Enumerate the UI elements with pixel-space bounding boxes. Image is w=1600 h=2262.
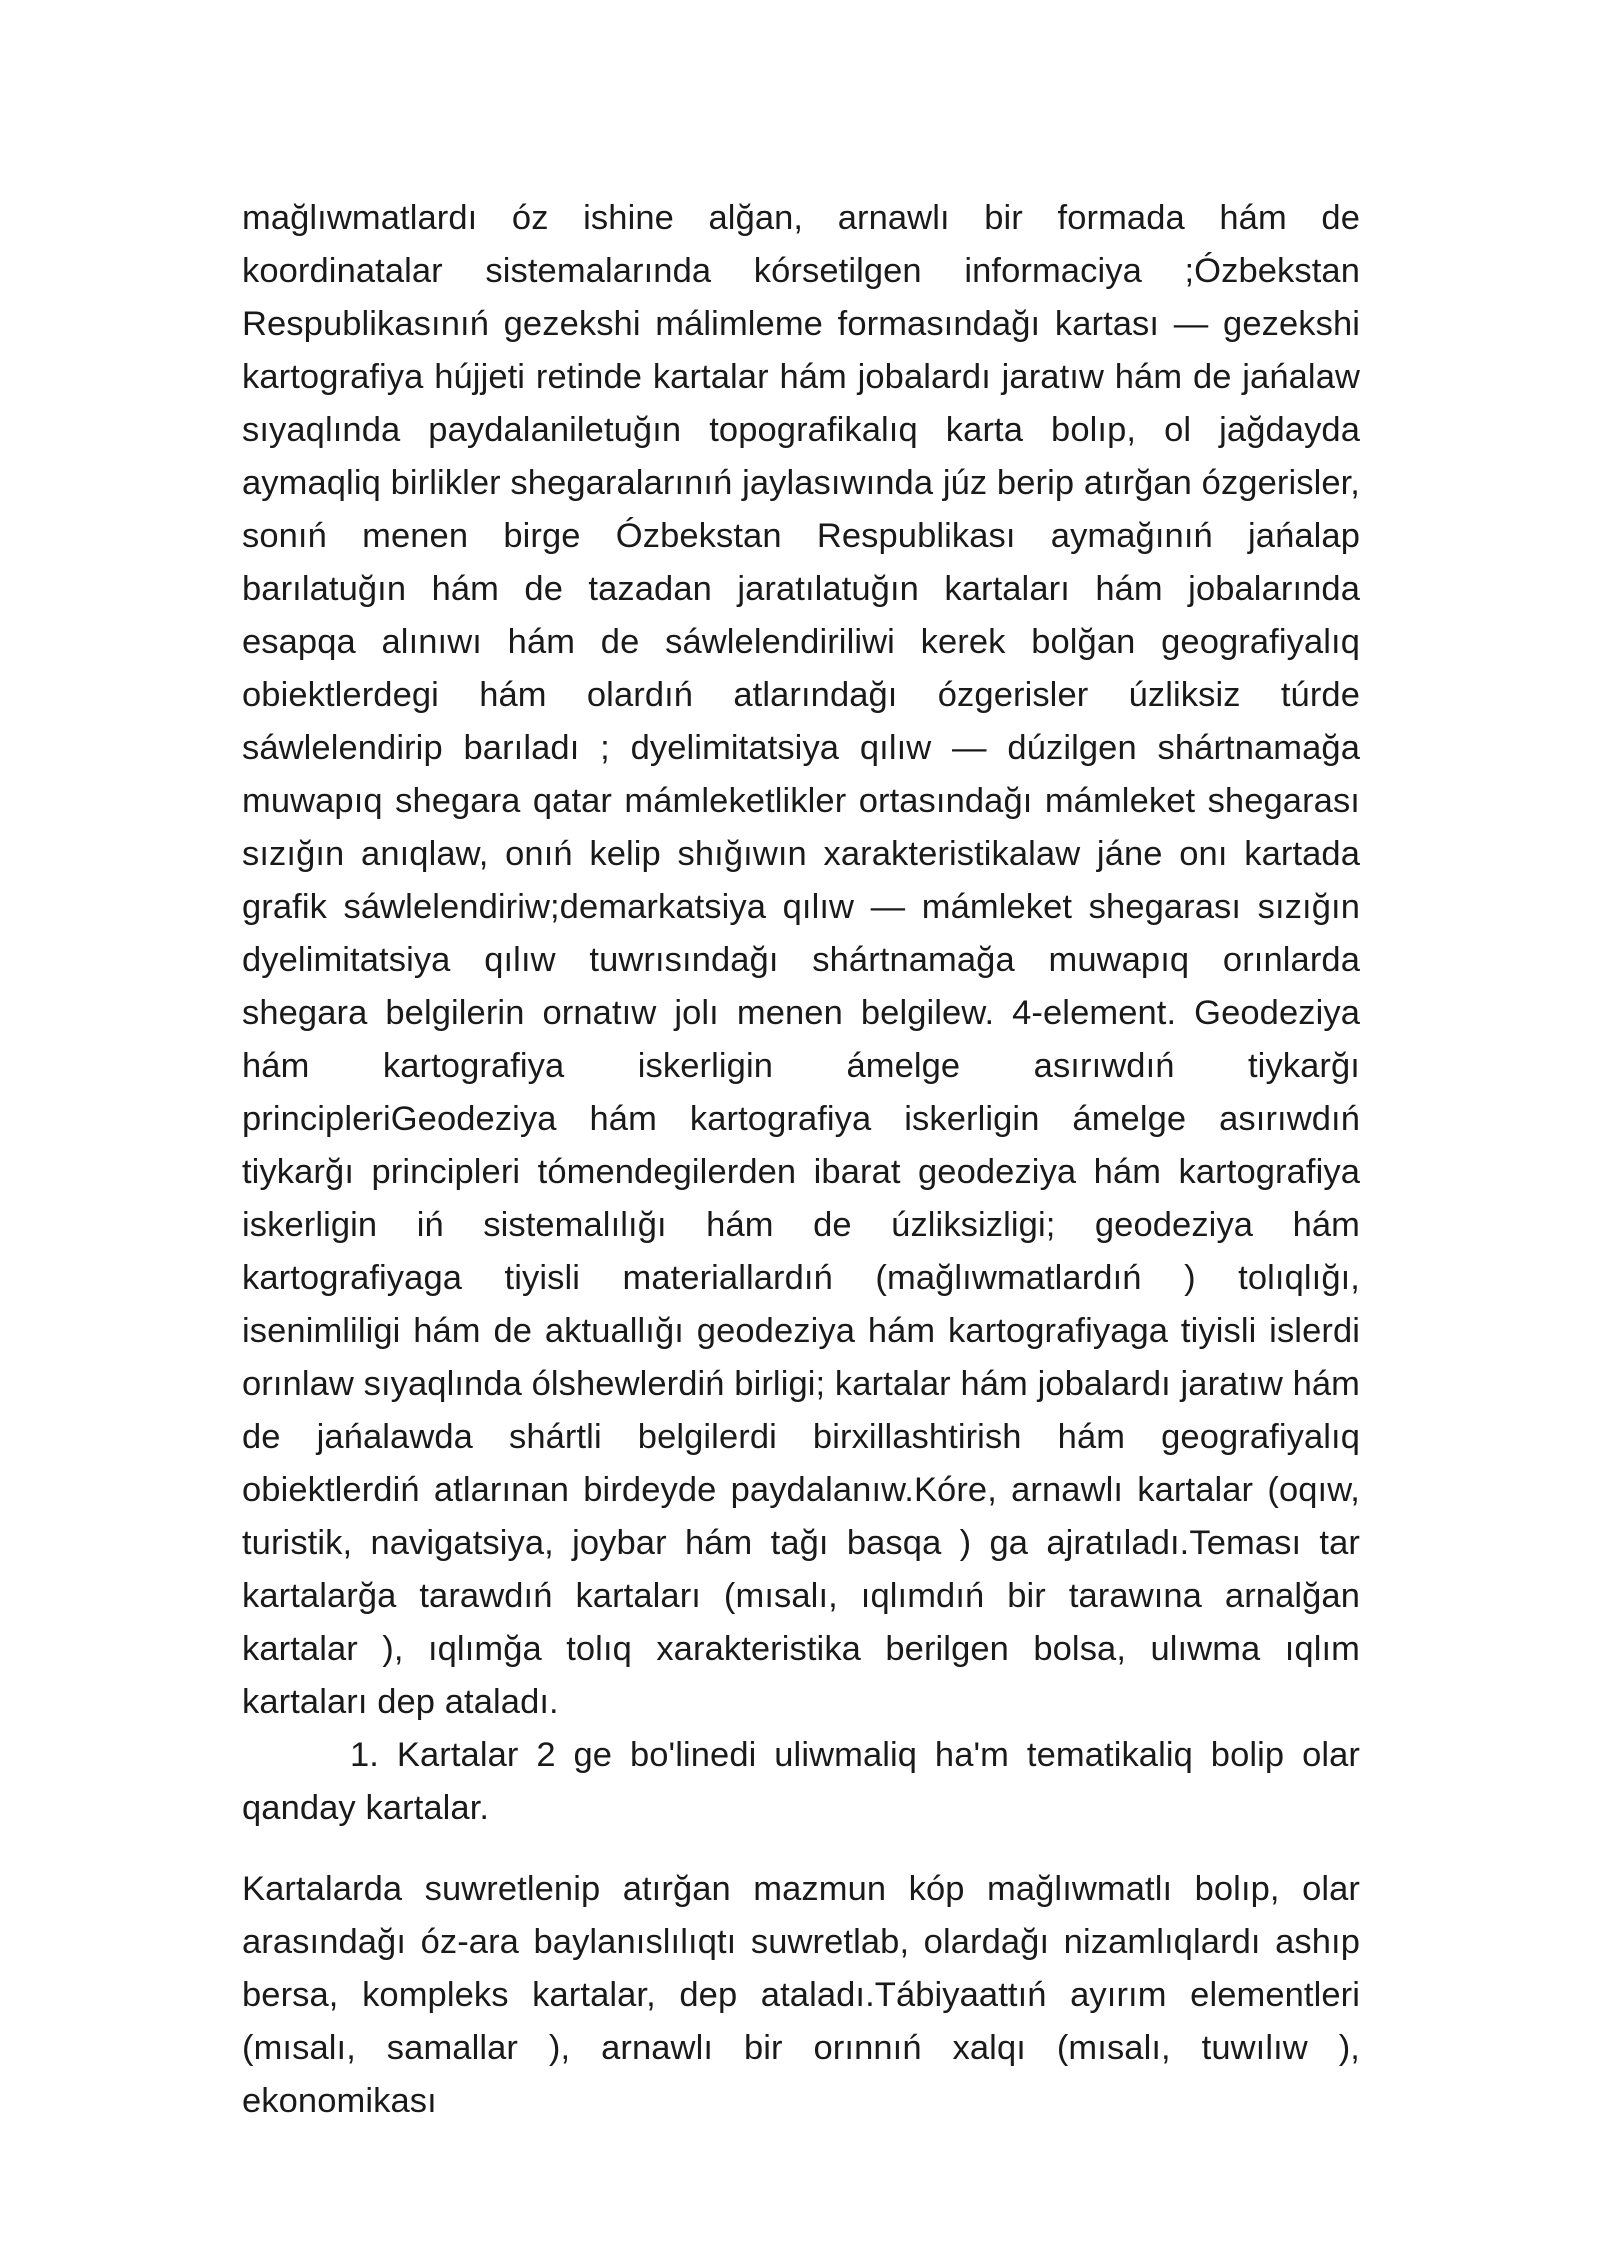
body-paragraph: mağlıwmatlardı óz ishine alğan, arnawlı bir formada hám de koordinatalar sistemalarında kórsetilgen informaciya ;Ózbekstan Respublikasınıń gezekshi málimleme formasındağı kartası — gezekshi kartografiya hújjeti retinde kartalar hám jobalardı jaratıw hám de jańalaw sıyaqlında paydalaniletuğın topografikalıq karta bolıp, ol jağdayda aymaqliq birlikler shegaralarınıń jaylasıwında júz berip atırğan ózgerisler, sonıń menen birge Ózbekstan Respublikası aymağınıń jańalap barılatuğın hám de tazadan jaratılatuğın kartaları hám jobalarında esapqa alınıwı hám de sáwlelendiriliwi kerek bolğan geografiyalıq obiektlerdegi hám olardıń atlarındağı ózgerisler úzliksiz túrde sáwlelendirip barıladı ; dyelimitatsiya qılıw — dúzilgen shártnamağa muwapıq shegara qatar mámleketlikler ortasındağı mámleket shegarası sızığın anıqlaw, onıń kelip shığıwın xarakteristikalaw jáne onı kartada grafik sáwlelendiriw;demarkatsiya qılıw — mámleket shegarası sızığın dyelimitatsiya qılıw tuwrısındağı shártnamağa muwapıq orınlarda shegara belgilerin ornatıw jolı menen belgilew. 4-element. Geodeziya hám kartografiya iskerligin ámelge asırıwdıń tiykarğı principleriGeodeziya hám kartografiya iskerligin ámelge asırıwdıń tiykarğı principleri tómendegilerden ibarat geodeziya hám kartografiya iskerligin iń sistemalılığı hám de úzliksizligi; geodeziya hám kartografiyaga tiyisli materiallardıń (mağlıwmatlardıń ) tolıqlığı, isenimliligi hám de aktuallığı geodeziya hám kartografiyaga tiyisli islerdi orınlaw sıyaqlında ólshewlerdiń birligi; kartalar hám jobalardı jaratıw hám de jańalawda shártli belgilerdi birxillashtirish hám geografiyalıq obiektlerdiń atlarınan birdeyde paydalanıw.Kóre, arnawlı kartalar (oqıw, turistik, navigatsiya, joybar hám tağı basqa ) ga ajratıladı.Teması tar kartalarğa tarawdıń kartaları (mısalı, ıqlımdıń bir tarawına arnalğan kartalar ), ıqlımğa tolıq xarakteristika berilgen bolsa, ulıwma ıqlım kartaları dep ataladı. xyxy=(242,199,1360,1721)
body-paragraph-final: Kartalarda suwretlenip atırğan mazmun kóp mağlıwmatlı bolıp, olar arasındağı óz-ara baylanıslılıqtı suwretlab, olardağı nizamlıqlardı ashıp bersa, kompleks kartalar, dep ataladı.Tábiyaattıń ayırım elementleri (mısalı, samallar ), arnawlı bir orınnıń xalqı (mısalı, tuwılıw ), ekonomikası xyxy=(242,1870,1360,2120)
document-body xyxy=(242,192,1360,2128)
numbered-list-item: 1. Kartalar 2 ge bo'linedi uliwmaliq ha'm tematikaliq bolip olar qanday kartalar. xyxy=(242,1736,1360,1827)
